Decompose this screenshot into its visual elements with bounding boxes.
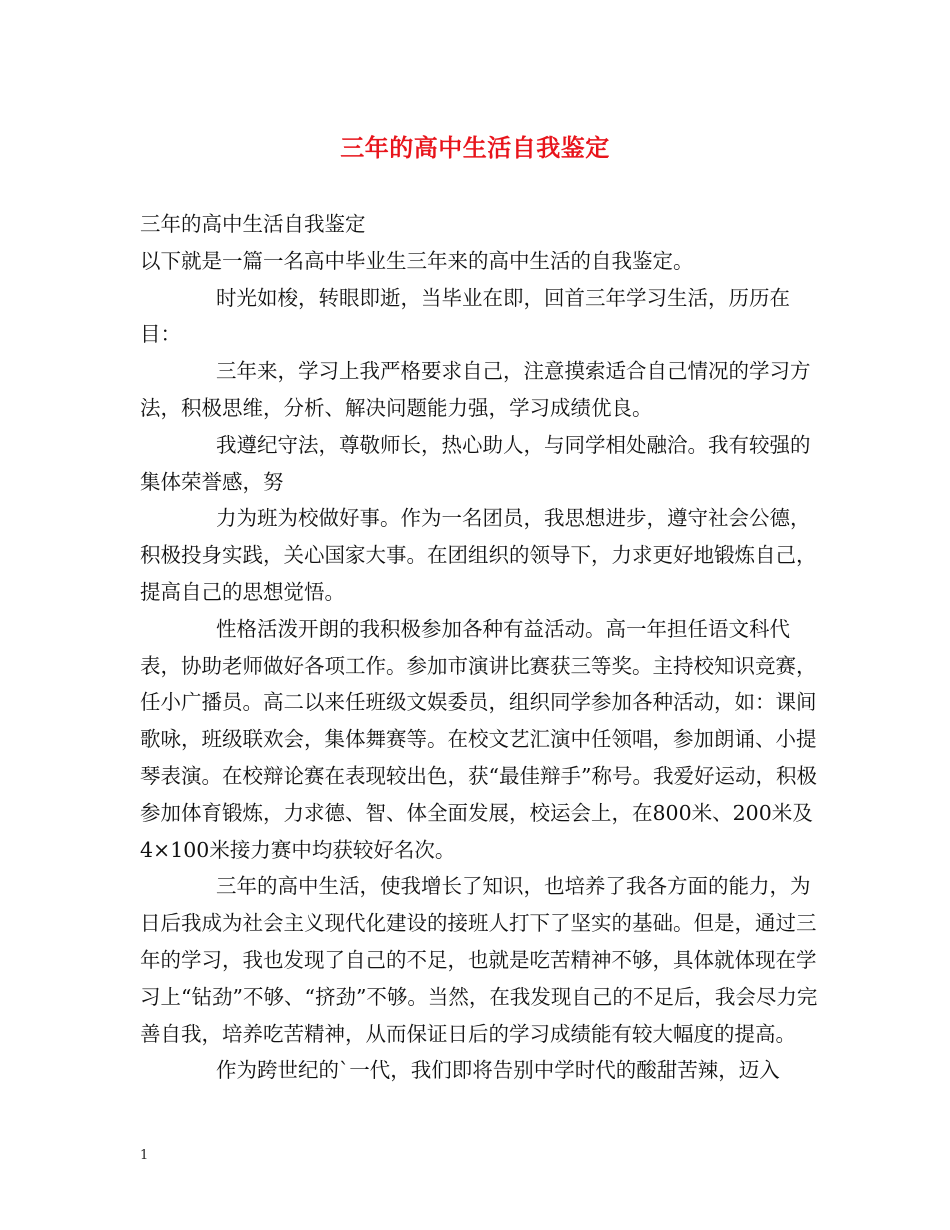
- paragraph: 力为班为校做好事。作为一名团员，我思想进步，遵守社会公德，积极投身实践，关心国家大事。在团组织的领导下，力求更好地锻炼自己，提高自己的思想觉悟。: [140, 506, 817, 604]
- paragraph: 我遵纪守法，尊敬师长，热心助人，与同学相处融洽。我有较强的集体荣誉感，努: [140, 432, 811, 494]
- document-body: [140, 206, 820, 1089]
- paragraph: 时光如梭，转眼即逝，当毕业在即，回首三年学习生活，历历在目：: [140, 285, 790, 347]
- paragraph: 作为跨世纪的`一代，我们即将告别中学时代的酸甜苦辣，迈入: [216, 1058, 780, 1083]
- paragraph: 性格活泼开朗的我积极参加各种有益活动。高一年担任语文科代表，协助老师做好各项工作。参加市演讲比赛获三等奖。主持校知识竞赛，任小广播员。高二以来任班级文娱委员，组织同学参加各种活动，如：课间歌咏，班级联欢会，集体舞赛等。在校文艺汇演中任领唱，参加朗诵、小提琴表演。在校辩论赛在表现较出色，获“最佳辩手”称号。我爱好运动，积极参加体育锻炼，力求德、智、体全面发展，校运会上，在800米、200米及4×100米接力赛中均获较好名次。: [140, 616, 817, 862]
- document-subtitle: 三年的高中生活自我鉴定: [140, 212, 366, 236]
- page-number: 1: [140, 1148, 149, 1163]
- paragraph: 三年来，学习上我严格要求自己，注意摸索适合自己情况的学习方法，积极思维，分析、解决问题能力强，学习成绩优良。: [140, 359, 811, 420]
- document-title: 三年的高中生活自我鉴定: [340, 133, 610, 162]
- document-intro: 以下就是一篇一名高中毕业生三年来的高中生活的自我鉴定。: [140, 248, 694, 273]
- paragraph: 三年的高中生活，使我增长了知识，也培养了我各方面的能力，为日后我成为社会主义现代化建设的接班人打下了坚实的基础。但是，通过三年的学习，我也发现了自己的不足，也就是吃苦精神不够，具体就体现在学习上“钻劲”不够、“挤劲”不够。当然，在我发现自己的不足后，我会尽力完善自我，培养吃苦精神，从而保证日后的学习成绩能有较大幅度的提高。: [140, 874, 818, 1046]
